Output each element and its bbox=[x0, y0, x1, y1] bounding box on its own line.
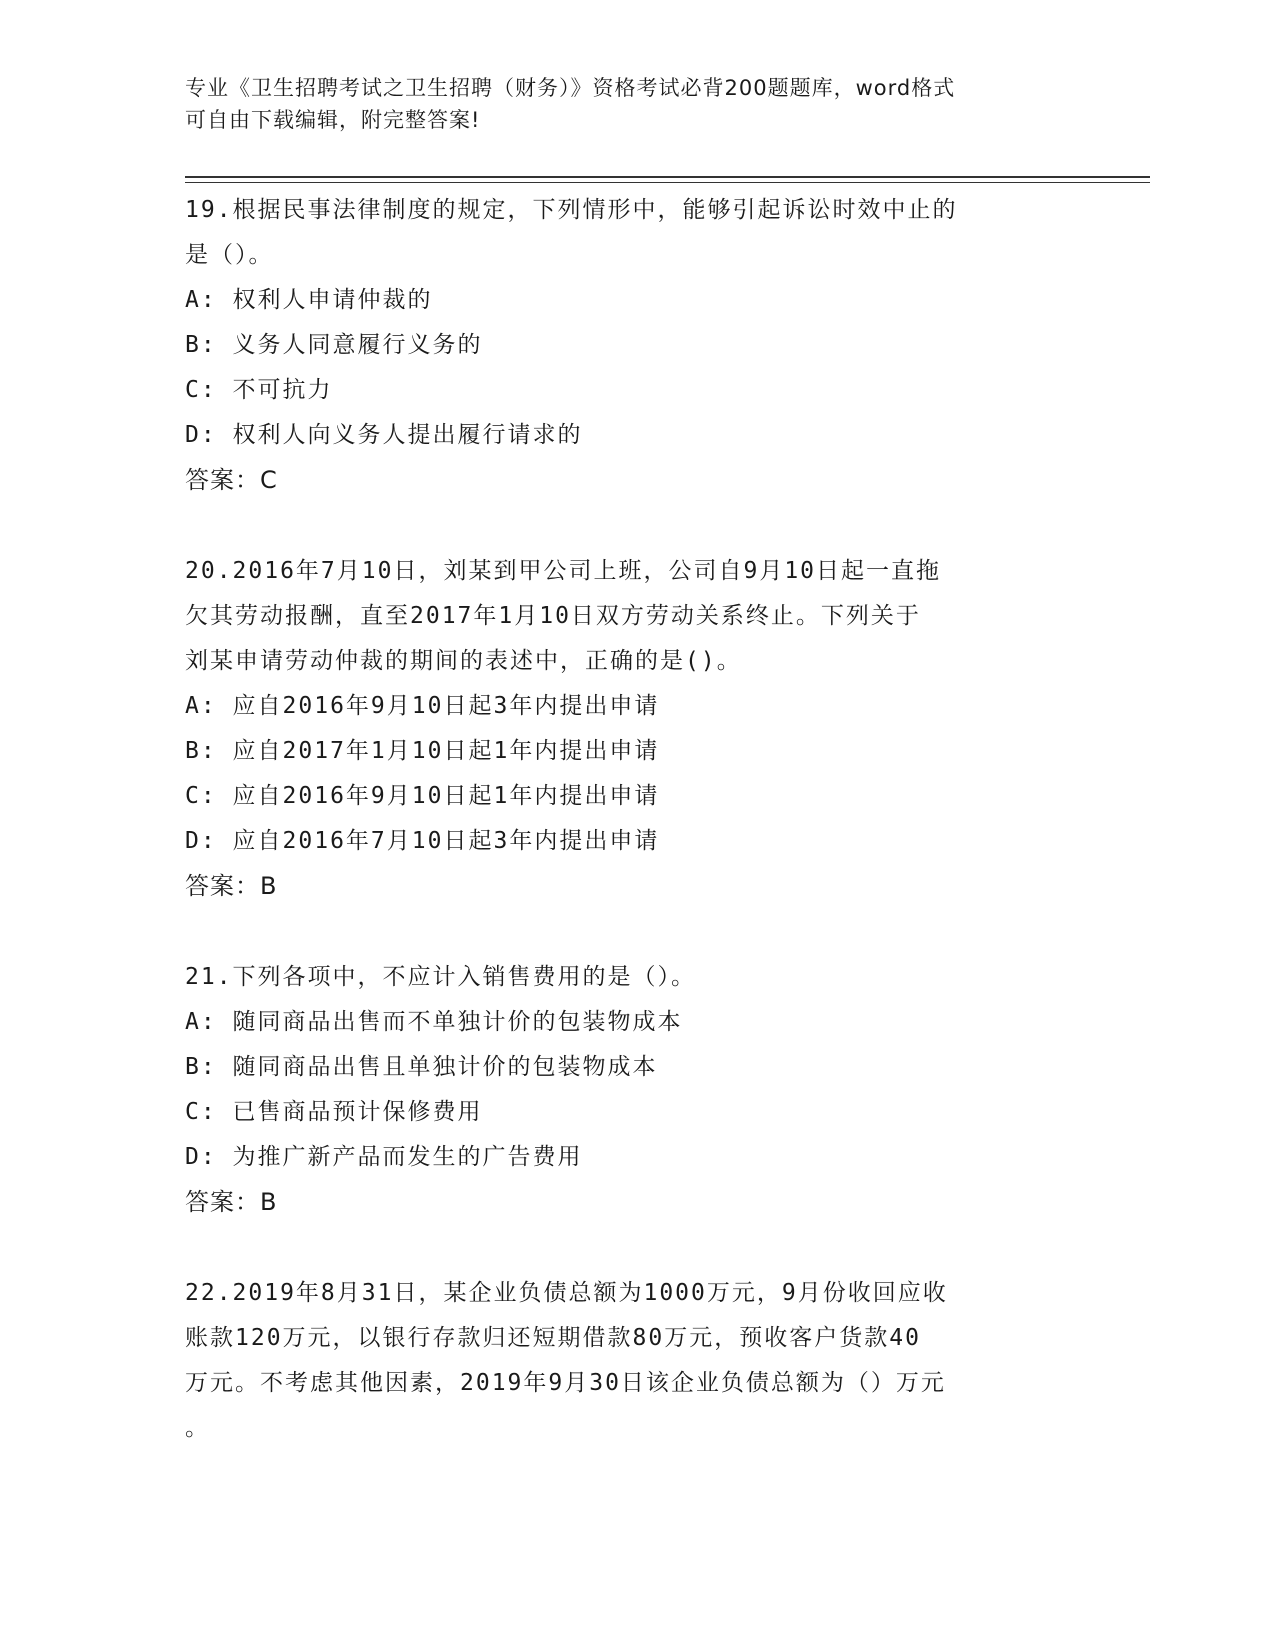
question-22 bbox=[185, 1271, 1085, 1451]
question-21 bbox=[185, 955, 1085, 1225]
spacer bbox=[185, 1225, 1085, 1271]
question-list bbox=[185, 188, 1085, 1451]
header-line-1: 专业《卫生招聘考试之卫生招聘（财务）》资格考试必背200题题库，word格式 bbox=[185, 76, 956, 100]
question-stem-line: 账款120万元，以银行存款归还短期借款80万元，预收客户货款40 bbox=[185, 1325, 921, 1351]
question-stem-line: 22.2019年8月31日，某企业负债总额为1000万元，9月份收回应收 bbox=[185, 1280, 948, 1306]
question-20 bbox=[185, 549, 1085, 909]
spacer bbox=[185, 909, 1085, 955]
question-stem-line: 。 bbox=[185, 1415, 210, 1441]
answer-line: 答案：C bbox=[185, 466, 278, 494]
answer-line: 答案：B bbox=[185, 1188, 278, 1216]
question-stem-line: 是（）。 bbox=[185, 242, 274, 268]
option-c: C: 应自2016年9月10日起1年内提出申请 bbox=[185, 783, 660, 809]
option-d: D: 应自2016年7月10日起3年内提出申请 bbox=[185, 828, 660, 854]
option-b: B: 义务人同意履行义务的 bbox=[185, 332, 483, 358]
question-stem-line: 19.根据民事法律制度的规定，下列情形中，能够引起诉讼时效中止的 bbox=[185, 197, 958, 223]
option-d: D: 为推广新产品而发生的广告费用 bbox=[185, 1144, 583, 1170]
document-header bbox=[185, 72, 1145, 136]
header-line-2: 可自由下载编辑，附完整答案! bbox=[185, 108, 481, 132]
question-19 bbox=[185, 188, 1085, 503]
option-b: B: 应自2017年1月10日起1年内提出申请 bbox=[185, 738, 660, 764]
header-divider-thick bbox=[185, 176, 1150, 178]
spacer bbox=[185, 503, 1085, 549]
header-divider-thin bbox=[185, 182, 1150, 183]
option-a: A: 随同商品出售而不单独计价的包装物成本 bbox=[185, 1009, 683, 1035]
option-c: C: 不可抗力 bbox=[185, 377, 333, 403]
question-stem-line: 20.2016年7月10日，刘某到甲公司上班，公司自9月10日起一直拖 bbox=[185, 558, 942, 584]
question-stem-line: 刘某申请劳动仲裁的期间的表述中，正确的是()。 bbox=[185, 648, 742, 674]
option-d: D: 权利人向义务人提出履行请求的 bbox=[185, 422, 583, 448]
answer-line: 答案：B bbox=[185, 872, 278, 900]
option-b: B: 随同商品出售且单独计价的包装物成本 bbox=[185, 1054, 658, 1080]
question-stem-line: 欠其劳动报酬，直至2017年1月10日双方劳动关系终止。下列关于 bbox=[185, 603, 921, 629]
option-a: A: 应自2016年9月10日起3年内提出申请 bbox=[185, 693, 660, 719]
option-a: A: 权利人申请仲裁的 bbox=[185, 287, 433, 313]
question-stem-line: 21.下列各项中，不应计入销售费用的是（）。 bbox=[185, 964, 697, 990]
question-stem-line: 万元。不考虑其他因素，2019年9月30日该企业负债总额为（）万元 bbox=[185, 1370, 946, 1396]
option-c: C: 已售商品预计保修费用 bbox=[185, 1099, 483, 1125]
